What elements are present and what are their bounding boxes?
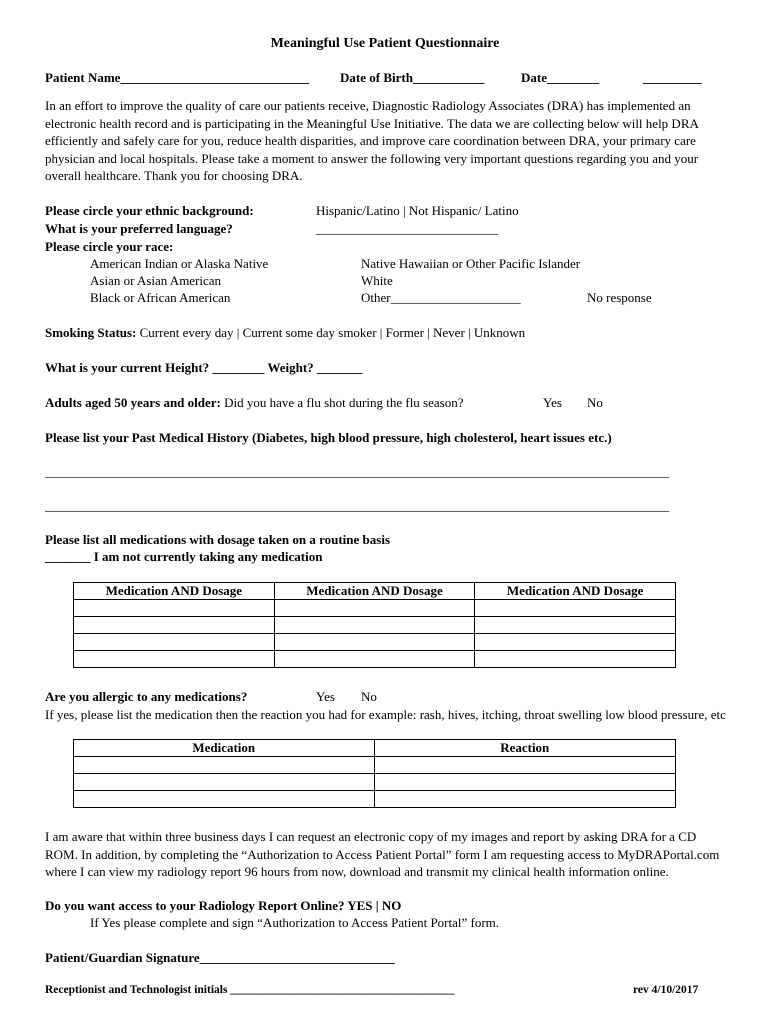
signature-field[interactable]: Patient/Guardian Signature______________________________ xyxy=(45,950,395,965)
table-cell[interactable] xyxy=(74,774,375,791)
table-cell[interactable] xyxy=(374,774,676,791)
portal-paragraph: I am aware that within three business days I can request an electronic copy of my images and report by asking DRA for a CD ROM. In addition, by completing the “Authorization to Access Patient Portal” form I am requesting access to MyDRAPortal.com where I can view my radiology report 96 hours from now, download and transmit my clinical health information online. xyxy=(45,829,720,879)
ethnic-label: Please circle your ethnic background: xyxy=(45,203,254,218)
column-header: Medication AND Dosage xyxy=(475,583,676,600)
table-cell[interactable] xyxy=(475,651,676,668)
race-option[interactable]: American Indian or Alaska Native xyxy=(90,256,269,271)
allergy-yes-option[interactable]: Yes xyxy=(316,689,335,704)
ethnic-options[interactable]: Hispanic/Latino | Not Hispanic/ Latino xyxy=(316,203,519,218)
table-cell[interactable] xyxy=(74,757,375,774)
table-cell[interactable] xyxy=(274,634,475,651)
table-cell[interactable] xyxy=(274,600,475,617)
language-label: What is your preferred language? xyxy=(45,221,233,236)
smoking-status-row xyxy=(45,325,525,341)
date-field[interactable]: Date________ xyxy=(521,70,599,85)
column-header: Medication xyxy=(74,740,375,757)
no-medication-field[interactable]: _______ I am not currently taking any medication xyxy=(45,549,323,564)
table-header-row xyxy=(74,740,676,757)
table-cell[interactable] xyxy=(74,617,275,634)
race-option[interactable]: Black or African American xyxy=(90,290,231,305)
table-cell[interactable] xyxy=(74,791,375,808)
portal-note: If Yes please complete and sign “Authorization to Access Patient Portal” form. xyxy=(90,915,500,930)
allergy-no-option[interactable]: No xyxy=(361,689,377,704)
table-header-row xyxy=(74,583,676,600)
table-cell[interactable] xyxy=(374,791,676,808)
race-option[interactable]: Asian or Asian American xyxy=(90,273,222,288)
table-cell[interactable] xyxy=(475,617,676,634)
table-row xyxy=(74,651,676,668)
height-weight-field[interactable]: What is your current Height? ________ Weight? _______ xyxy=(45,360,363,375)
medical-history-line[interactable]: ________________________________________________________________________________________________ xyxy=(45,498,669,513)
table-row xyxy=(74,791,676,808)
portal-question[interactable]: Do you want access to your Radiology Report Online? YES | NO xyxy=(45,898,402,913)
race-label: Please circle your race: xyxy=(45,239,174,254)
flu-no-option[interactable]: No xyxy=(587,395,603,410)
allergy-table xyxy=(73,739,676,808)
race-option[interactable]: White xyxy=(361,273,393,288)
flu-yes-option[interactable]: Yes xyxy=(543,395,562,410)
flu-shot-row xyxy=(45,395,464,411)
table-row xyxy=(74,617,676,634)
flu-label: Adults aged 50 years and older: xyxy=(45,395,221,410)
table-cell[interactable] xyxy=(74,651,275,668)
flu-question: Did you have a flu shot during the flu season? xyxy=(220,395,464,410)
medical-history-line[interactable]: ________________________________________________________________________________________________ xyxy=(45,464,669,479)
race-option[interactable]: Native Hawaiian or Other Pacific Islander xyxy=(361,256,581,271)
smoking-label: Smoking Status: xyxy=(45,325,137,340)
table-cell[interactable] xyxy=(74,634,275,651)
column-header: Reaction xyxy=(374,740,676,757)
date-of-birth-field[interactable]: Date of Birth___________ xyxy=(340,70,485,85)
intro-paragraph: In an effort to improve the quality of care our patients receive, Diagnostic Radiology Associates (DRA) has implemented an electronic health record and is participating in the Meaningful Use Initiative. The data we are collecting below will help DRA efficiently and safely care for you, reduce health disparities, and improve care coordination between DRA, your primary care physician and local hospitals. Please take a moment to answer the following very important questions regarding you and your overall healthcare. Thank you for choosing DRA. xyxy=(45,98,699,183)
table-cell[interactable] xyxy=(274,617,475,634)
extra-blank-field[interactable]: _________ xyxy=(643,70,702,85)
table-row xyxy=(74,757,676,774)
revision-date: rev 4/10/2017 xyxy=(633,984,699,996)
table-cell[interactable] xyxy=(74,600,275,617)
allergy-instructions: If yes, please list the medication then the reaction you had for example: rash, hives, itching, throat swelling low blood pressure, etc xyxy=(45,707,726,722)
table-row xyxy=(74,634,676,651)
medical-history-label: Please list your Past Medical History (Diabetes, high blood pressure, high cholesterol, heart issues etc.) xyxy=(45,430,612,445)
language-field[interactable]: ____________________________ xyxy=(316,221,498,236)
initials-field[interactable]: Receptionist and Technologist initials _______________________________________ xyxy=(45,984,455,996)
table-row xyxy=(74,774,676,791)
patient-name-field[interactable]: Patient Name_____________________________ xyxy=(45,70,309,85)
medications-table xyxy=(73,582,676,668)
race-no-response[interactable]: No response xyxy=(587,290,652,305)
table-cell[interactable] xyxy=(374,757,676,774)
form-title: Meaningful Use Patient Questionnaire xyxy=(270,36,500,51)
smoking-options[interactable]: Current every day | Current some day smoker | Former | Never | Unknown xyxy=(136,325,526,340)
column-header: Medication AND Dosage xyxy=(274,583,475,600)
table-cell[interactable] xyxy=(475,634,676,651)
allergy-label: Are you allergic to any medications? xyxy=(45,689,248,704)
table-row xyxy=(74,600,676,617)
table-cell[interactable] xyxy=(274,651,475,668)
medications-label: Please list all medications with dosage taken on a routine basis xyxy=(45,532,391,547)
table-cell[interactable] xyxy=(475,600,676,617)
race-other-field[interactable]: Other____________________ xyxy=(361,290,521,305)
column-header: Medication AND Dosage xyxy=(74,583,275,600)
